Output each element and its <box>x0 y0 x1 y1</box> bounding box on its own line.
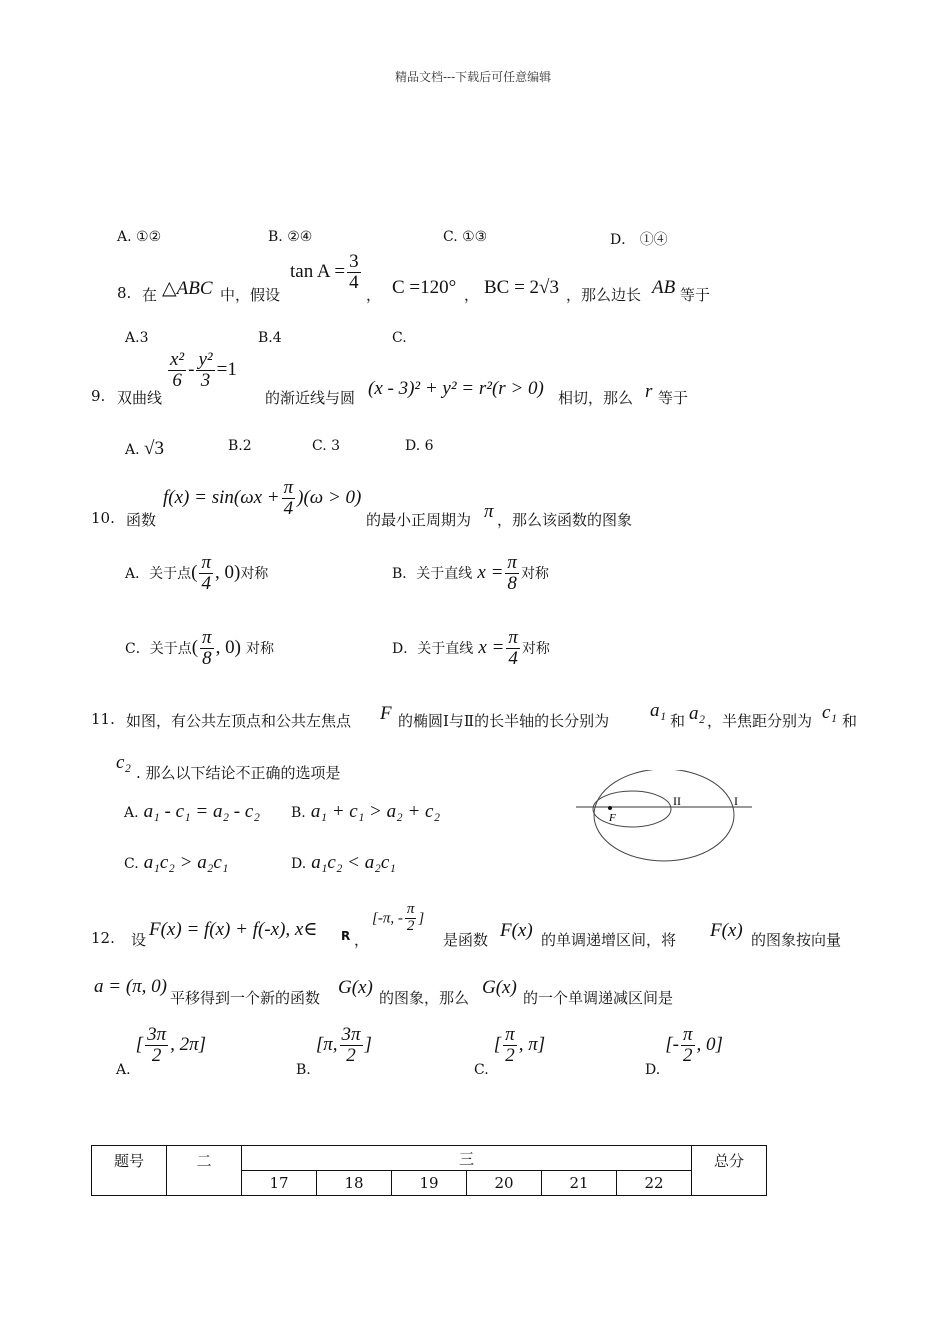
q9-number: 9. <box>91 387 106 405</box>
q7-option-c: C. ①③ <box>443 229 488 245</box>
q12-option-c: C. [ $\frac{\pi}{2}$ , π] <box>474 1024 546 1078</box>
q7-option-d: D． ①④ <box>610 232 668 248</box>
q12-text-f: 的图象，那么 <box>379 989 470 1007</box>
q12-option-d: D. [- $\frac{\pi}{2}$ , 0] <box>645 1024 723 1078</box>
q9-circle: (x - 3)² + y² = r²(r > 0) <box>368 378 544 399</box>
q11-focus-f: F <box>380 703 392 724</box>
q9-option-a: A. √3 <box>125 438 164 459</box>
q12-Gx-2: G(x) <box>482 977 517 998</box>
q10-text-b: 的最小正周期为 <box>366 511 472 529</box>
q8-sep2: ， <box>464 286 480 304</box>
focus-point <box>608 806 612 810</box>
ellipses-figure <box>570 770 760 870</box>
ellipse-i-label: I <box>734 794 738 808</box>
q9-option-c: C. 3 <box>312 438 341 454</box>
focus-label: F <box>609 812 616 824</box>
q8-number: 8. <box>117 284 132 302</box>
q12-Fx-2: F(x) <box>710 920 743 941</box>
q11-option-a: A. a₁ - c₁ = a₂ - c₂ <box>124 801 260 822</box>
ellipse-ii-label: II <box>673 794 681 808</box>
q11-a2: a₂ <box>689 703 706 724</box>
score-col-20: 20 <box>467 1171 542 1196</box>
q12-option-a: A. [ $\frac{3\pi}{2}$ , 2π] <box>116 1024 207 1078</box>
q11-c1: c₁ <box>822 702 838 723</box>
score-col-19: 19 <box>392 1171 467 1196</box>
q10-number: 10. <box>91 509 115 527</box>
q12-vector: a = (π, 0) <box>94 976 167 997</box>
score-col-21: 21 <box>542 1171 617 1196</box>
score-header-two: 二 <box>167 1146 242 1196</box>
q11-option-d: D. a₁c₂ < a₂c₁ <box>291 852 396 873</box>
q12-option-b: B. [π, $\frac{3\pi}{2}$ ] <box>296 1024 372 1078</box>
q8-sep1: ， <box>366 286 382 304</box>
q11-text-a: 如图，有公共左顶点和公共左焦点 <box>126 712 352 730</box>
q9-r: r <box>645 381 653 402</box>
q11-a1: a₁ <box>650 700 667 721</box>
q12-F-def: F(x) = f(x) + f(-x), x∈ <box>149 919 318 940</box>
score-col-18: 18 <box>317 1171 392 1196</box>
q8-text-c: ，那么边长 <box>566 286 642 304</box>
score-header-number: 题号 <box>92 1146 167 1196</box>
q8-bc: BC = 2√3 <box>484 277 559 298</box>
q12-sep: ， <box>354 931 370 949</box>
q9-text-c: 相切，那么 <box>558 389 634 407</box>
q7-option-b: B. ②④ <box>268 229 313 245</box>
q10-text-c: ，那么该函数的图象 <box>497 511 633 529</box>
q8-text-a: 在 <box>142 286 158 304</box>
q11-and2: 和 <box>842 712 858 730</box>
q12-text-a: 设 <box>131 931 147 949</box>
ellipse-ii <box>593 791 671 827</box>
q12-text-d: 的图象按向量 <box>751 931 842 949</box>
q9-text-d: 等于 <box>658 389 689 407</box>
q9-hyperbola: $\frac{\text{x²}}{6}$ - $\frac{\text{y²}}{3}$ =1 <box>170 349 237 391</box>
q12-R: R <box>341 929 351 943</box>
q9-text-b: 的渐近线与圆 <box>265 389 356 407</box>
q12-number: 12. <box>91 929 115 947</box>
q12-Gx-1: G(x) <box>338 977 373 998</box>
q7-option-a: A. ①② <box>117 229 162 245</box>
q9-text-a: 双曲线 <box>117 389 163 407</box>
q8-angle-c: C =120° <box>392 277 457 298</box>
q9-option-b: B.2 <box>228 438 252 454</box>
q8-ab: AB <box>652 277 676 298</box>
q10-function: f(x) = sin(ωx + $\frac{\pi}{4}$ )(ω > 0) <box>163 477 362 519</box>
q11-text-b: 的椭圆Ⅰ与Ⅱ的长半轴的长分别为 <box>398 712 610 730</box>
q12-text-b: 是函数 <box>443 931 489 949</box>
score-header-three: 三 <box>242 1146 692 1171</box>
q11-option-b: B. a₁ + c₁ > a₂ + c₂ <box>291 801 441 822</box>
q12-Fx-1: F(x) <box>500 920 533 941</box>
q12-interval: [-π, - $\frac{\pi}{2}$ ] <box>372 901 425 934</box>
q12-text-g: 的一个单调递减区间是 <box>523 989 674 1007</box>
q11-text-d: . 那么以下结论不正确的选项是 <box>136 764 341 782</box>
q8-option-a: A.3 <box>125 330 149 346</box>
score-table <box>91 1145 767 1196</box>
q11-text-c: ，半焦距分别为 <box>707 712 813 730</box>
q10-option-d: D．关于直线 x = $\frac{\pi}{4}$ 对称 <box>392 627 550 669</box>
q11-option-c: C. a₁c₂ > a₂c₁ <box>124 852 229 873</box>
q10-option-b: B．关于直线 x = $\frac{\pi}{8}$ 对称 <box>392 552 549 594</box>
q10-option-a: A．关于点( $\frac{\pi}{4}$ , 0)对称 <box>125 552 269 594</box>
q10-pi: π <box>484 501 494 522</box>
q8-text-b: 中，假设 <box>220 286 281 304</box>
q8-tan-formula: tan A = $\frac{3}{4}$ <box>290 251 359 293</box>
q8-option-b: B.4 <box>258 330 282 346</box>
score-col-17: 17 <box>242 1171 317 1196</box>
score-header-total: 总分 <box>692 1146 767 1196</box>
q10-text-a: 函数 <box>126 511 157 529</box>
q11-number: 11. <box>91 710 115 728</box>
q8-option-c: C. <box>392 330 407 346</box>
page-header-watermark: 精品文档---下载后可任意编辑 <box>395 70 552 84</box>
q11-and1: 和 <box>670 712 686 730</box>
q10-option-c: C．关于点( $\frac{\pi}{8}$ , 0) 对称 <box>125 627 274 669</box>
q12-text-c: 的单调递增区间，将 <box>541 931 677 949</box>
q8-triangle: △ABC <box>162 278 213 299</box>
q8-text-d: 等于 <box>680 286 711 304</box>
q9-option-d: D. 6 <box>405 438 434 454</box>
q12-text-e: 平移得到一个新的函数 <box>170 989 321 1007</box>
score-col-22: 22 <box>617 1171 692 1196</box>
q11-c2: c₂ <box>116 752 132 773</box>
